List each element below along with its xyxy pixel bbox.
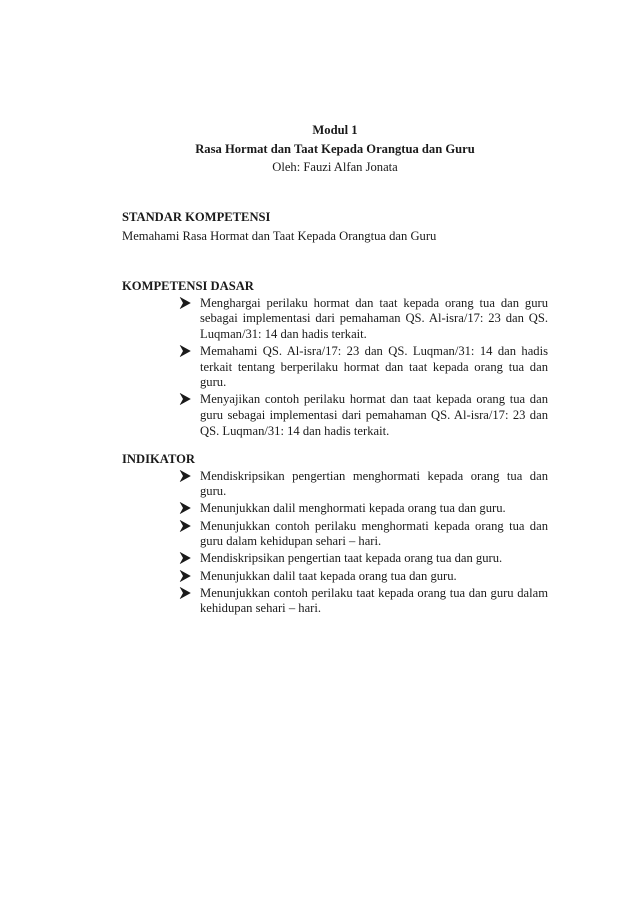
- module-label: Modul 1: [312, 123, 358, 137]
- list-item: [122, 344, 548, 391]
- standar-kompetensi-heading: STANDAR KOMPETENSI: [122, 210, 271, 224]
- indikator-item-3: Menunjukkan contoh perilaku menghormati kepada orang tua dan guru dalam kehidupan sehari – hari.: [200, 518, 548, 549]
- arrowhead-bullet-icon: [179, 519, 193, 535]
- indikator-item-5: Menunjukkan dalil taat kepada orang tua dan guru.: [200, 568, 457, 583]
- arrowhead-bullet-icon: [179, 501, 193, 517]
- arrowhead-bullet-icon: [179, 344, 193, 360]
- standar-kompetensi-section: [122, 208, 548, 245]
- indikator-section: [122, 450, 548, 619]
- kompetensi-dasar-section: [122, 277, 548, 441]
- arrowhead-bullet-icon: [179, 569, 193, 585]
- list-item: [122, 469, 548, 500]
- list-item: [122, 569, 548, 585]
- arrowhead-bullet-icon: [179, 551, 193, 567]
- indikator-heading: INDIKATOR: [122, 452, 196, 466]
- indikator-item-2: Menunjukkan dalil menghormati kepada orang tua dan guru.: [200, 501, 506, 516]
- arrowhead-bullet-icon: [179, 586, 193, 602]
- list-item: [122, 519, 548, 550]
- standar-kompetensi-text: Memahami Rasa Hormat dan Taat Kepada Orangtua dan Guru: [122, 228, 437, 243]
- indikator-item-4: Mendiskripsikan pengertian taat kepada orang tua dan guru.: [200, 551, 503, 566]
- list-item: [122, 501, 548, 517]
- kompetensi-dasar-heading: KOMPETENSI DASAR: [122, 279, 254, 293]
- indikator-list: [122, 469, 548, 617]
- indikator-item-1: Mendiskripsikan pengertian menghormati kepada orang tua dan guru.: [200, 468, 548, 499]
- arrowhead-bullet-icon: [179, 469, 193, 485]
- arrowhead-bullet-icon: [179, 296, 193, 312]
- arrowhead-bullet-icon: [179, 392, 193, 408]
- indikator-item-6: Menunjukkan contoh perilaku taat kepada orang tua dan guru dalam kehidupan sehari – hari.: [200, 585, 548, 616]
- title-block: [122, 121, 548, 177]
- document-title: Rasa Hormat dan Taat Kepada Orangtua dan Guru: [195, 141, 475, 156]
- kompetensi-dasar-list: [122, 296, 548, 440]
- kompetensi-dasar-item-1: Menghargai perilaku hormat dan taat kepada orang tua dan guru sebagai implementasi dari pemahaman QS. Al-isra/17: 23 dan QS. Luqman/31: 14 dan hadis terkait.: [200, 295, 548, 341]
- kompetensi-dasar-item-3: Menyajikan contoh perilaku hormat dan taat kepada orang tua dan guru sebagai implementasi dari pemahaman QS. Al-isra/17: 23 dan QS. Luqman/31: 14 dan hadis terkait.: [200, 392, 548, 438]
- list-item: [122, 392, 548, 439]
- author-line: Oleh: Fauzi Alfan Jonata: [272, 160, 398, 175]
- list-item: [122, 551, 548, 567]
- list-item: [122, 296, 548, 343]
- list-item: [122, 586, 548, 617]
- kompetensi-dasar-item-2: Memahami QS. Al-isra/17: 23 dan QS. Luqman/31: 14 dan hadis terkait tentang berperilaku hormat dan taat kepada orang tua dan guru.: [200, 343, 548, 390]
